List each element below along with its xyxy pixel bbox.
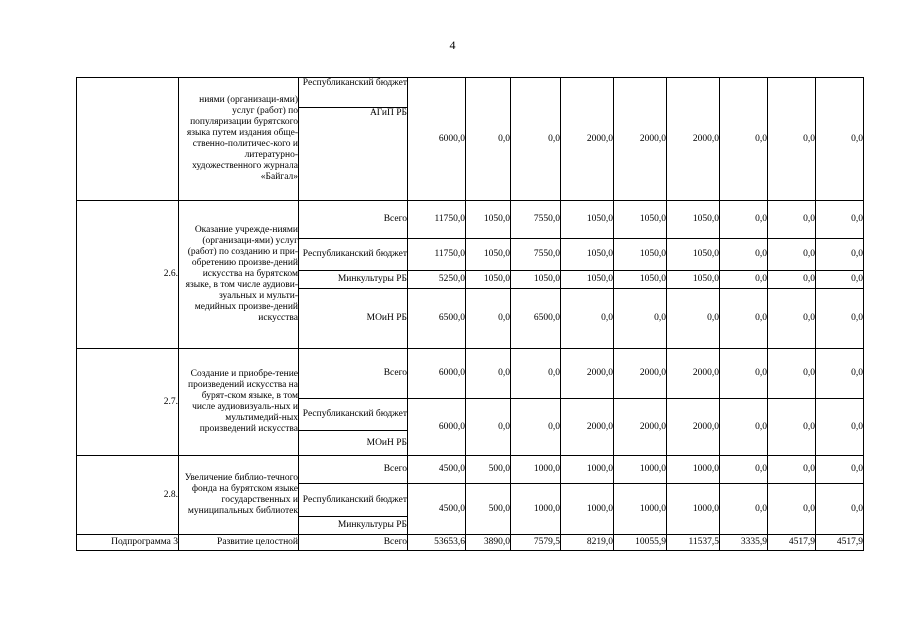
value-cell: 1050,0 <box>561 271 614 289</box>
value-cell: 0,0 <box>816 484 864 535</box>
value-cell: 0,0 <box>768 456 816 484</box>
value-cell: 0,0 <box>768 349 816 399</box>
value-cell: 6500,0 <box>511 289 561 349</box>
value-cell: 2000,0 <box>667 78 720 201</box>
value-cell: 2000,0 <box>667 349 720 399</box>
value-cell: 2000,0 <box>561 349 614 399</box>
row-description: Увеличение библио-течного фонда на бурятском языке государственных и муниципальных библиотек <box>179 456 299 535</box>
value-cell: 0,0 <box>466 78 511 201</box>
value-cell: 2000,0 <box>614 349 667 399</box>
value-cell: 5250,0 <box>408 271 466 289</box>
value-cell: 3335,9 <box>720 535 768 551</box>
row-description: Оказание учрежде-ниями (организаци-ями) услуг (работ) по созданию и при-обретению произве-дений искусства на бурятском языке, в том числе аудиови-зуальных и мульти-медийных произве-дений искусства <box>179 201 299 349</box>
value-cell: 1000,0 <box>511 456 561 484</box>
value-cell: 3890,0 <box>466 535 511 551</box>
value-cell: 1000,0 <box>667 484 720 535</box>
row-code <box>77 78 179 201</box>
value-cell: 0,0 <box>720 349 768 399</box>
value-cell: 0,0 <box>561 289 614 349</box>
value-cell: 1050,0 <box>667 239 720 271</box>
value-cell: 1050,0 <box>466 201 511 239</box>
value-cell: 1000,0 <box>614 484 667 535</box>
value-cell: 8219,0 <box>561 535 614 551</box>
value-cell: 1000,0 <box>561 484 614 535</box>
value-cell: 0,0 <box>768 484 816 535</box>
value-cell: 0,0 <box>720 399 768 456</box>
value-cell: 1000,0 <box>561 456 614 484</box>
row-description: Создание и приобре-тение произведений искусства на бурят-ском языке, в том числе аудиовизуаль-ных и мультимедий-ных произведений искусства <box>179 349 299 456</box>
value-cell: 0,0 <box>511 399 561 456</box>
value-cell: 0,0 <box>768 271 816 289</box>
row-description: Развитие целостной <box>179 535 299 551</box>
value-cell: 1050,0 <box>614 239 667 271</box>
value-cell: 500,0 <box>466 456 511 484</box>
value-cell: 0,0 <box>511 78 561 201</box>
table-row <box>77 349 864 399</box>
value-cell: 11537,5 <box>667 535 720 551</box>
value-cell: 0,0 <box>466 399 511 456</box>
row-code: 2.8. <box>77 456 179 535</box>
value-cell: 2000,0 <box>561 399 614 456</box>
value-cell: 0,0 <box>816 399 864 456</box>
value-cell: 7579,5 <box>511 535 561 551</box>
value-cell: 1050,0 <box>466 271 511 289</box>
value-cell: 1000,0 <box>667 456 720 484</box>
funding-source: МОиН РБ <box>299 431 408 456</box>
funding-source: МОиН РБ <box>299 289 408 349</box>
value-cell: 1050,0 <box>614 271 667 289</box>
value-cell: 4500,0 <box>408 456 466 484</box>
row-code: 2.7. <box>77 349 179 456</box>
value-cell: 2000,0 <box>561 78 614 201</box>
value-cell: 4517,9 <box>768 535 816 551</box>
value-cell: 2000,0 <box>667 399 720 456</box>
value-cell: 0,0 <box>816 289 864 349</box>
value-cell: 0,0 <box>816 201 864 239</box>
value-cell: 0,0 <box>816 271 864 289</box>
funding-source: Всего <box>299 456 408 484</box>
value-cell: 10055,9 <box>614 535 667 551</box>
value-cell: 1050,0 <box>511 271 561 289</box>
value-cell: 0,0 <box>768 78 816 201</box>
value-cell: 0,0 <box>816 349 864 399</box>
funding-source: Всего <box>299 201 408 239</box>
value-cell: 53653,6 <box>408 535 466 551</box>
value-cell: 1050,0 <box>667 201 720 239</box>
value-cell: 0,0 <box>768 201 816 239</box>
value-cell: 0,0 <box>667 289 720 349</box>
value-cell: 1000,0 <box>614 456 667 484</box>
value-cell: 0,0 <box>720 201 768 239</box>
value-cell: 0,0 <box>720 289 768 349</box>
funding-source: Минкультуры РБ <box>299 271 408 289</box>
value-cell: 6000,0 <box>408 399 466 456</box>
funding-source: Республиканский бюджет <box>299 484 408 517</box>
value-cell: 0,0 <box>720 456 768 484</box>
value-cell: 0,0 <box>816 456 864 484</box>
table-row <box>77 201 864 239</box>
row-description: ниями (организаци-ями) услуг (работ) по популяризации бурятского языка путем издания обще-ственно-политичес-кого и литературно-художественного журнала «Байгал» <box>179 78 299 201</box>
table-row <box>77 78 864 108</box>
value-cell: 6000,0 <box>408 78 466 201</box>
value-cell: 1050,0 <box>614 201 667 239</box>
value-cell: 11750,0 <box>408 239 466 271</box>
value-cell: 0,0 <box>816 239 864 271</box>
value-cell: 2000,0 <box>614 399 667 456</box>
value-cell: 0,0 <box>720 271 768 289</box>
value-cell: 7550,0 <box>511 239 561 271</box>
value-cell: 1050,0 <box>561 239 614 271</box>
value-cell: 0,0 <box>614 289 667 349</box>
value-cell: 0,0 <box>511 349 561 399</box>
value-cell: 500,0 <box>466 484 511 535</box>
value-cell: 0,0 <box>816 78 864 201</box>
value-cell: 2000,0 <box>614 78 667 201</box>
value-cell: 11750,0 <box>408 201 466 239</box>
funding-source: Республиканский бюджет <box>299 78 408 108</box>
value-cell: 0,0 <box>720 239 768 271</box>
value-cell: 0,0 <box>768 239 816 271</box>
row-code: 2.6. <box>77 201 179 349</box>
budget-table <box>76 77 864 551</box>
funding-source: Республиканский бюджет <box>299 399 408 431</box>
value-cell: 4500,0 <box>408 484 466 535</box>
page-number: 4 <box>449 38 456 52</box>
funding-source: Всего <box>299 349 408 399</box>
funding-source: Минкультуры РБ <box>299 517 408 535</box>
value-cell: 1050,0 <box>667 271 720 289</box>
value-cell: 1050,0 <box>466 239 511 271</box>
value-cell: 6000,0 <box>408 349 466 399</box>
value-cell: 0,0 <box>768 289 816 349</box>
value-cell: 0,0 <box>466 289 511 349</box>
value-cell: 1000,0 <box>511 484 561 535</box>
value-cell: 6500,0 <box>408 289 466 349</box>
value-cell: 0,0 <box>466 349 511 399</box>
value-cell: 0,0 <box>768 399 816 456</box>
funding-source: Республиканский бюджет <box>299 239 408 271</box>
value-cell: 4517,9 <box>816 535 864 551</box>
value-cell: 0,0 <box>720 484 768 535</box>
table-row <box>77 535 864 551</box>
value-cell: 7550,0 <box>511 201 561 239</box>
funding-source: Всего <box>299 535 408 551</box>
value-cell: 0,0 <box>720 78 768 201</box>
value-cell: 1050,0 <box>561 201 614 239</box>
row-code: Подпрограмма 3 <box>77 535 179 551</box>
table-row <box>77 456 864 484</box>
funding-source: АГиП РБ <box>299 108 408 201</box>
